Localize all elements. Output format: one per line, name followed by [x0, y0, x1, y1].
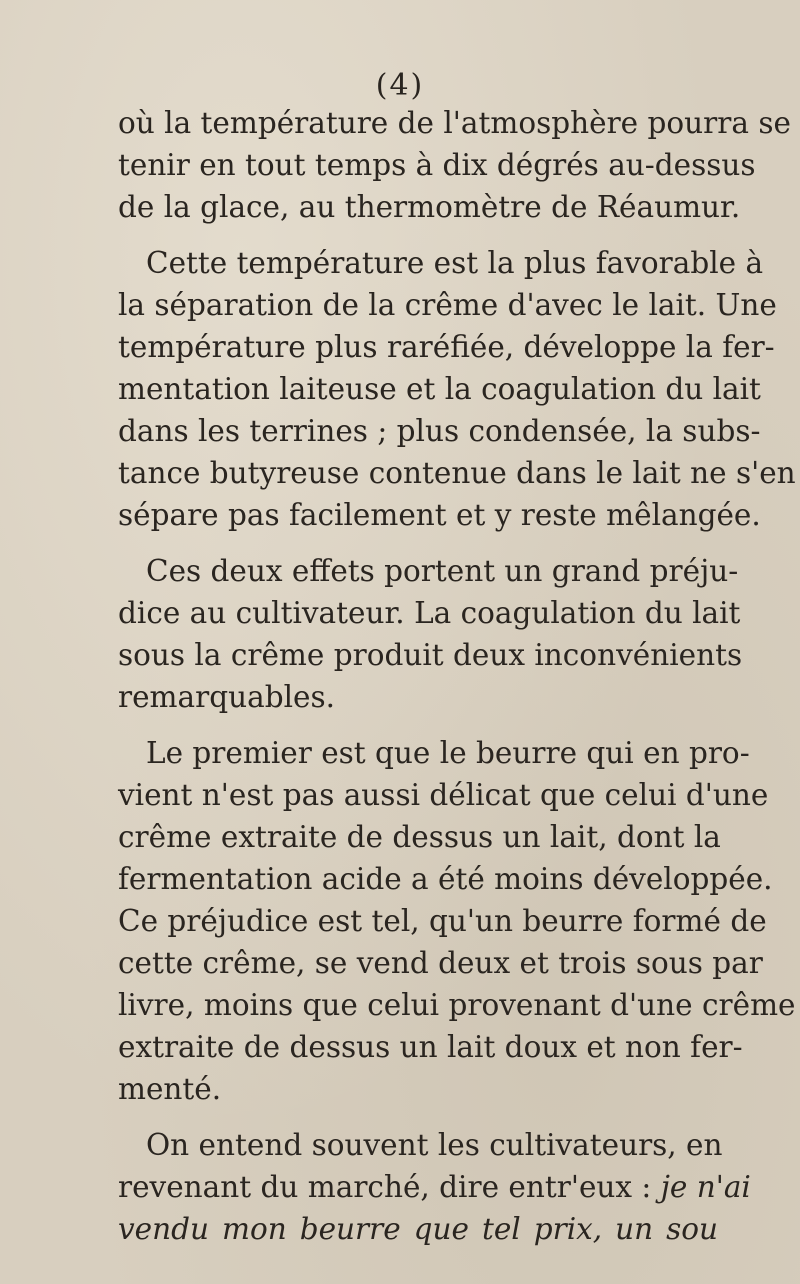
- text-line: vient n'est pas aussi délicat que celui d'une: [118, 778, 769, 812]
- paragraph-4: [118, 732, 796, 1110]
- text-line: Cette température est la plus favorable à: [146, 246, 764, 280]
- text-line: dice au cultivateur. La coagulation du lait: [118, 596, 741, 630]
- paragraph-3: [118, 550, 743, 718]
- text-line: tenir en tout temps à dix dégrés au-dessus: [118, 148, 756, 182]
- page-number: (4): [375, 68, 425, 103]
- text-line: la séparation de la crême d'avec le lait. Une: [118, 288, 777, 322]
- text-line: dans les terrines ; plus condensée, la subs-: [118, 414, 761, 448]
- text-line: où la température de l'atmosphère pourra se: [118, 106, 791, 140]
- text-line: menté.: [118, 1072, 222, 1106]
- text-line: température plus raréfiée, développe la fer-: [118, 330, 775, 364]
- text-line: cette crême, se vend deux et trois sous par: [118, 946, 763, 980]
- text-line: Ce préjudice est tel, qu'un beurre formé de: [118, 904, 767, 938]
- text-body: [118, 102, 796, 1250]
- text-line: sous la crême produit deux inconvénients: [118, 638, 743, 672]
- italic-quote: je n'ai: [660, 1170, 751, 1204]
- text-line: mentation laiteuse et la coagulation du lait: [118, 372, 761, 406]
- text-line: extraite de dessus un lait doux et non fer-: [118, 1030, 743, 1064]
- text-line: crême extraite de dessus un lait, dont la: [118, 820, 721, 854]
- text-line: On entend souvent les cultivateurs, en: [146, 1128, 723, 1162]
- text-line: remarquables.: [118, 680, 335, 714]
- text-line: de la glace, au thermomètre de Réaumur.: [118, 190, 741, 224]
- text-line: fermentation acide a été moins développée.: [118, 862, 773, 896]
- text-line: sépare pas facilement et y reste mêlangée.: [118, 498, 761, 532]
- text-line-italic: vendu mon beurre que tel prix, un sou: [118, 1212, 718, 1246]
- paragraph-5: [118, 1124, 751, 1250]
- text-line: livre, moins que celui provenant d'une crême: [118, 988, 796, 1022]
- paragraph-1: [118, 102, 791, 228]
- text-span: revenant du marché, dire entr'eux :: [118, 1170, 661, 1204]
- text-line: [118, 1166, 751, 1208]
- paragraph-2: [118, 242, 796, 536]
- text-line: Le premier est que le beurre qui en pro-: [146, 736, 750, 770]
- text-line: Ces deux effets portent un grand préju-: [146, 554, 739, 588]
- text-line: tance butyreuse contenue dans le lait ne s'en: [118, 456, 796, 490]
